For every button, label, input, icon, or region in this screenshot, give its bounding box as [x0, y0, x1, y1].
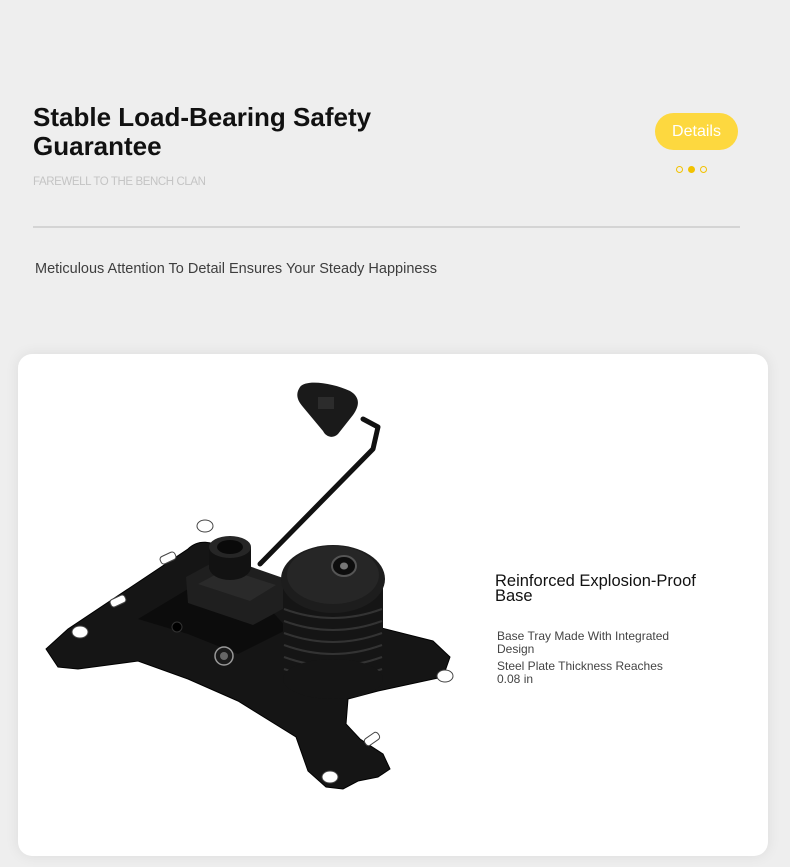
details-button[interactable]: Details: [655, 113, 738, 150]
tagline: Meticulous Attention To Detail Ensures Your Steady Happiness: [35, 261, 437, 277]
carousel-dot-2[interactable]: [688, 166, 695, 173]
feature-bullet: Base Tray Made With Integrated Design: [497, 629, 670, 656]
section-divider: [33, 226, 740, 228]
carousel-dot-1[interactable]: [676, 166, 683, 173]
feature-list: [497, 630, 687, 690]
page-title: Stable Load-Bearing Safety Guarantee: [33, 102, 372, 161]
chair-mechanism-image: [38, 379, 468, 809]
carousel-indicator: [676, 166, 707, 173]
product-card: [18, 354, 768, 856]
control-arm-shape: [260, 419, 378, 564]
feature-title: Reinforced Explosion-Proof Base: [495, 572, 696, 605]
page-subtitle: FAREWELL TO THE BENCH CLAN: [33, 176, 206, 188]
lever-paddle-shape: [297, 383, 358, 437]
feature-bullet: Steel Plate Thickness Reaches 0.08 in: [497, 659, 663, 686]
carousel-dot-3[interactable]: [700, 166, 707, 173]
